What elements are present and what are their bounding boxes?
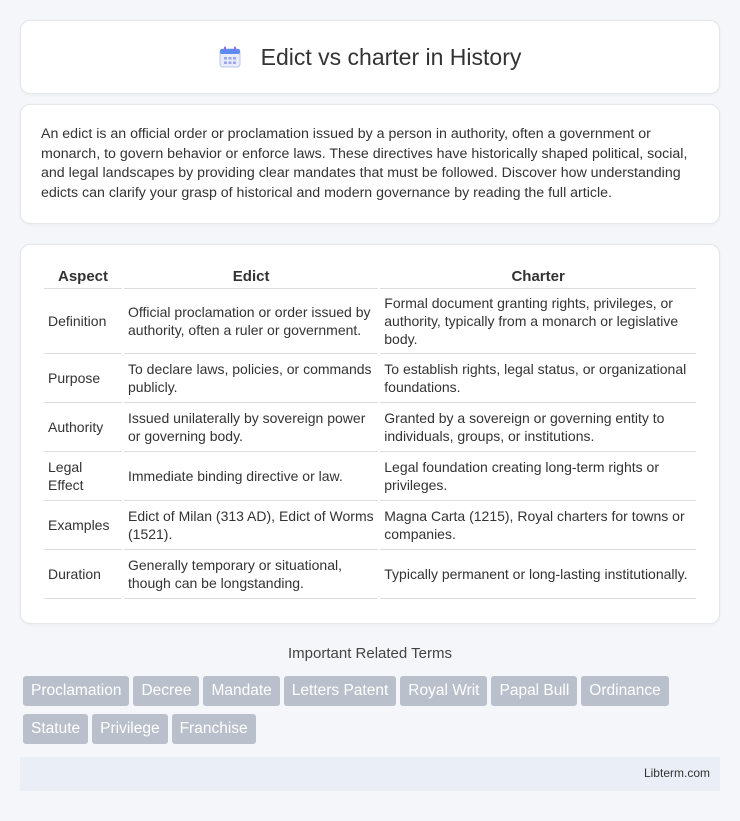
table-row xyxy=(44,550,696,599)
page-title: Edict vs charter in History xyxy=(260,43,522,70)
aspect-cell: Authority xyxy=(44,403,122,452)
calendar-icon xyxy=(219,46,241,68)
table-row xyxy=(44,289,696,354)
table-row xyxy=(44,354,696,403)
aspect-cell: Purpose xyxy=(44,354,122,403)
footer-bar xyxy=(20,757,720,791)
aspect-cell: Examples xyxy=(44,501,122,550)
footer-site-link[interactable]: Libterm.com xyxy=(643,766,710,780)
charter-cell: Typically permanent or long-lasting institutionally. xyxy=(380,550,696,599)
aspect-cell: Duration xyxy=(44,550,122,599)
related-term-tag[interactable]: Mandate xyxy=(203,676,279,706)
header-card xyxy=(20,20,720,94)
related-term-tag[interactable]: Ordinance xyxy=(581,676,669,706)
edict-cell: Immediate binding directive or law. xyxy=(124,452,378,501)
table-row xyxy=(44,501,696,550)
aspect-cell: Definition xyxy=(44,289,122,354)
charter-cell: To establish rights, legal status, or organizational foundations. xyxy=(380,354,696,403)
charter-cell: Legal foundation creating long-term rights or privileges. xyxy=(380,452,696,501)
table-row xyxy=(44,403,696,452)
column-header-charter: Charter xyxy=(380,263,696,289)
charter-cell: Magna Carta (1215), Royal charters for towns or companies. xyxy=(380,501,696,550)
aspect-cell: Legal Effect xyxy=(44,452,122,501)
related-term-tag[interactable]: Franchise xyxy=(172,714,256,744)
edict-cell: To declare laws, policies, or commands publicly. xyxy=(124,354,378,403)
edict-cell: Generally temporary or situational, though can be longstanding. xyxy=(124,550,378,599)
comparison-card xyxy=(20,244,720,624)
related-term-tag[interactable]: Royal Writ xyxy=(400,676,487,706)
edict-cell: Official proclamation or order issued by authority, often a ruler or government. xyxy=(124,289,378,354)
related-terms-list xyxy=(23,676,723,752)
table-row xyxy=(44,452,696,501)
edict-cell: Edict of Milan (313 AD), Edict of Worms (1521). xyxy=(124,501,378,550)
charter-cell: Formal document granting rights, privileges, or authority, typically from a monarch or legislative body. xyxy=(380,289,696,354)
intro-text: An edict is an official order or proclamation issued by a person in authority, often a government or monarch, to govern behavior or enforce laws. These directives have historically shaped political, social, and legal landscapes by providing clear mandates that must be followed. Discover how understanding edicts can clarify your grasp of historical and modern governance by reading the full article. xyxy=(41,126,688,201)
related-term-tag[interactable]: Letters Patent xyxy=(284,676,397,706)
related-term-tag[interactable]: Statute xyxy=(23,714,88,744)
column-header-edict: Edict xyxy=(124,263,378,289)
column-header-aspect: Aspect xyxy=(44,263,122,289)
related-term-tag[interactable]: Papal Bull xyxy=(491,676,577,706)
edict-cell: Issued unilaterally by sovereign power or governing body. xyxy=(124,403,378,452)
related-term-tag[interactable]: Privilege xyxy=(92,714,167,744)
related-term-tag[interactable]: Decree xyxy=(133,676,199,706)
related-terms-title: Important Related Terms xyxy=(288,645,452,662)
related-term-tag[interactable]: Proclamation xyxy=(23,676,129,706)
comparison-table xyxy=(42,263,698,599)
table-header-row xyxy=(44,263,696,289)
intro-card xyxy=(20,104,720,224)
charter-cell: Granted by a sovereign or governing entity to individuals, groups, or institutions. xyxy=(380,403,696,452)
